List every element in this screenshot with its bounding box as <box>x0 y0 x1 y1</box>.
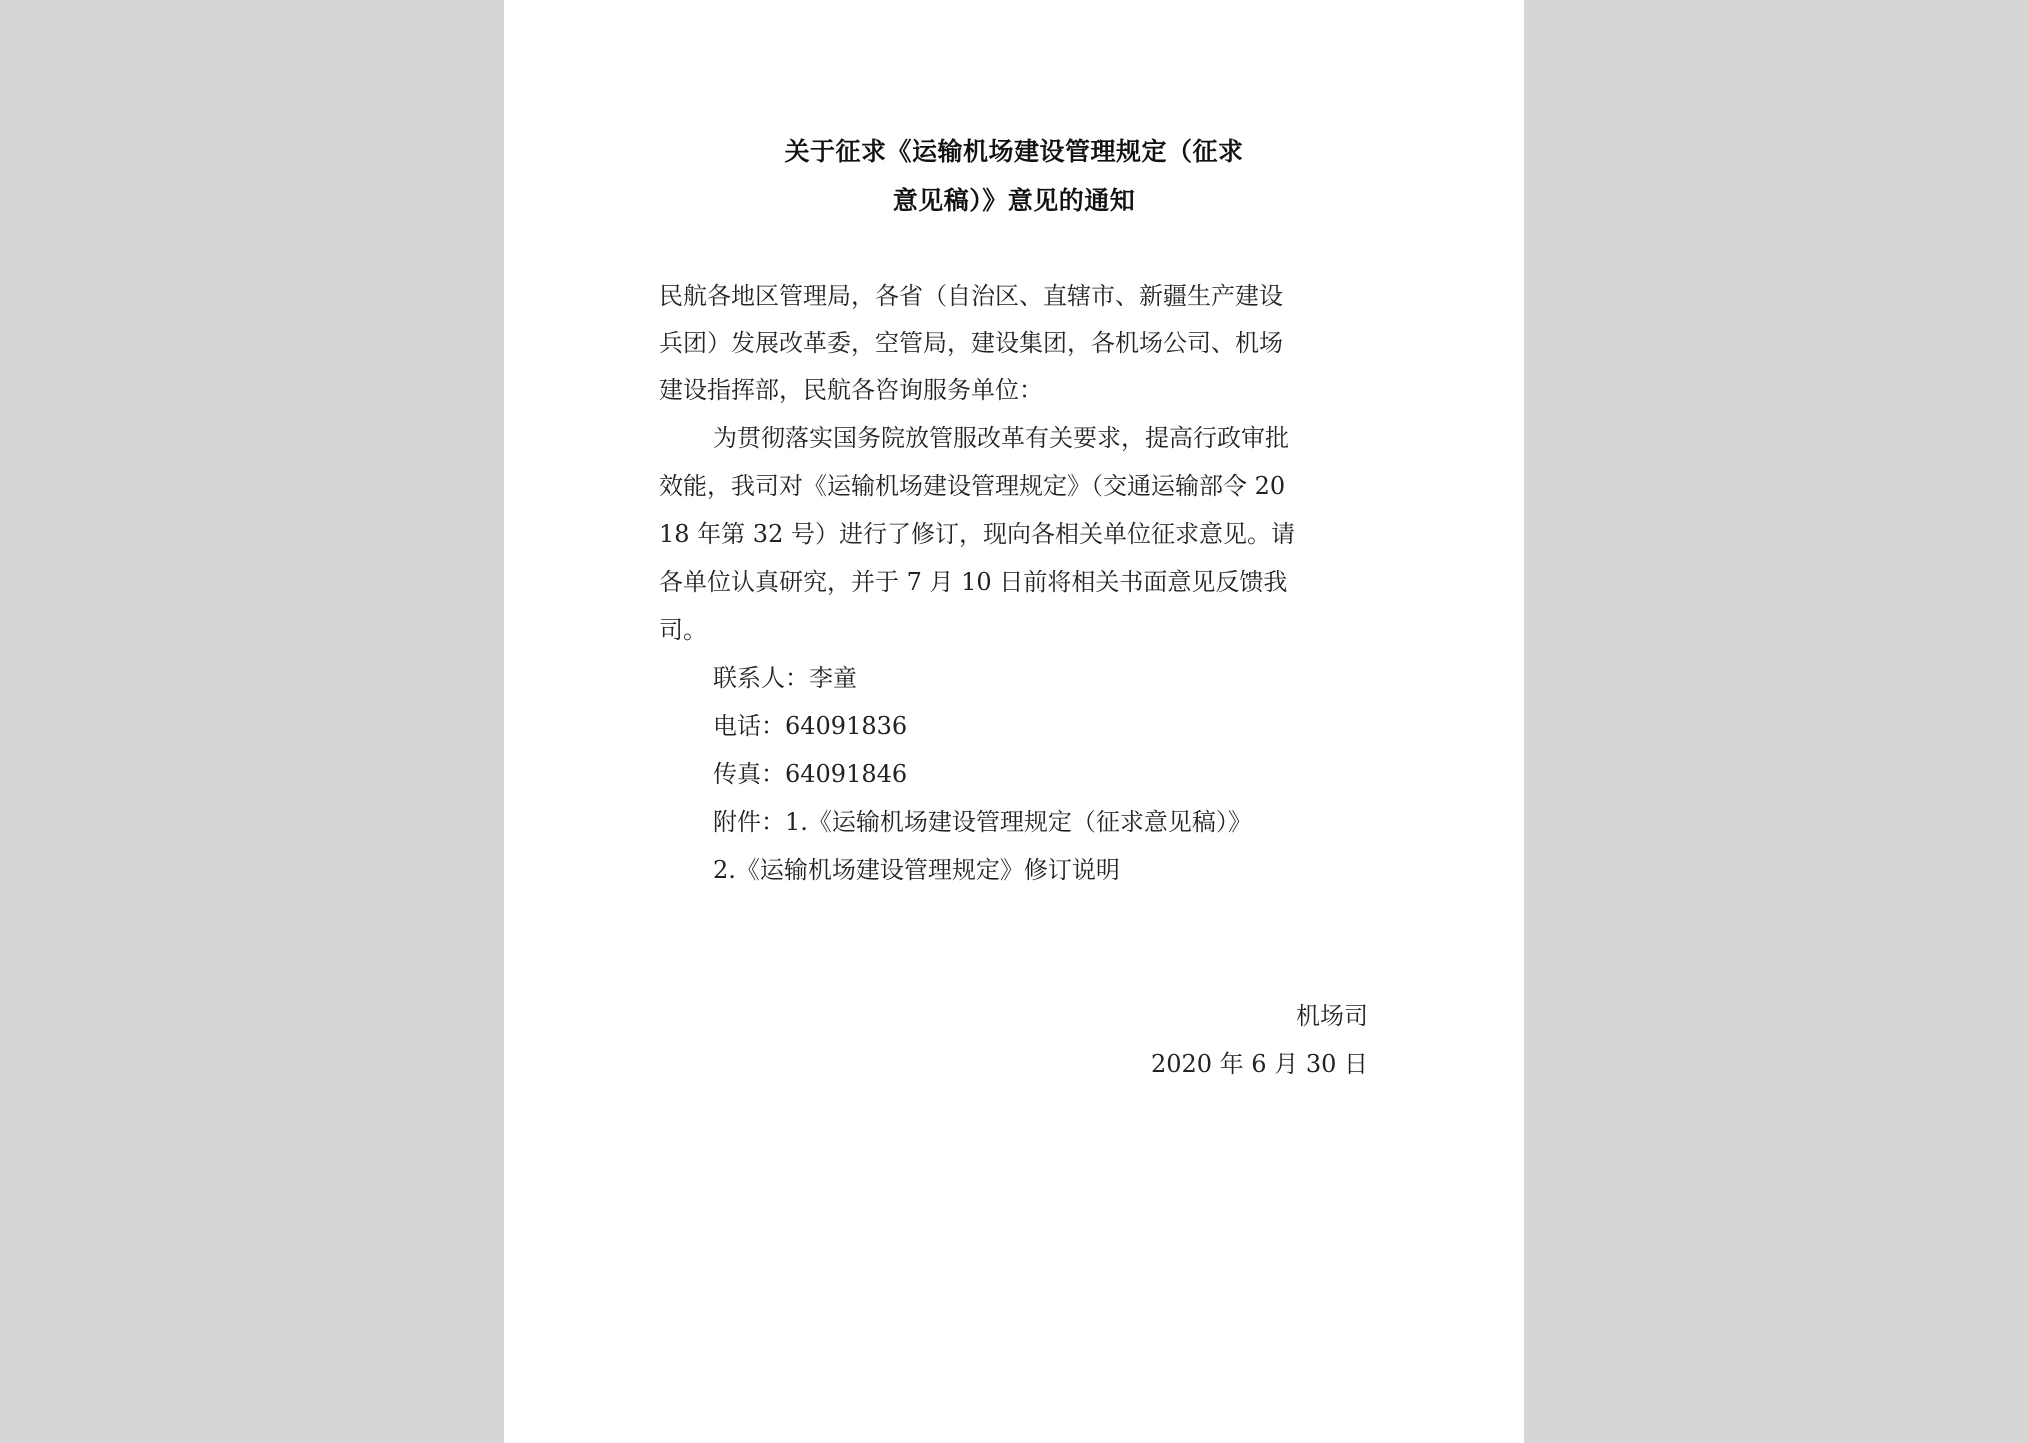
contact-fax: 传真：64091846 <box>713 760 908 788</box>
signature-date: 2020 年 6 月 30 日 <box>1150 1050 1368 1078</box>
addressee-line: 建设指挥部，民航各咨询服务单位： <box>659 376 1043 404</box>
contact-phone: 电话：64091836 <box>713 712 908 740</box>
addressee-line: 民航各地区管理局，各省（自治区、直辖市、新疆生产建设 <box>659 282 1283 310</box>
body-paragraph-line: 司。 <box>659 616 707 644</box>
document-title-line-2: 意见稿）》意见的通知 <box>892 186 1136 215</box>
body-paragraph-line: 18 年第 32 号）进行了修订，现向各相关单位征求意见。请 <box>659 520 1295 548</box>
body-paragraph-line: 效能，我司对《运输机场建设管理规定》（交通运输部令 20 <box>659 472 1286 500</box>
body-paragraph-line: 为贯彻落实国务院放管服改革有关要求，提高行政审批 <box>713 424 1289 452</box>
signature-organization: 机场司 <box>1296 1002 1368 1030</box>
body-paragraph-line: 各单位认真研究，并于 7 月 10 日前将相关书面意见反馈我 <box>659 568 1288 596</box>
document-page <box>504 0 1524 1443</box>
contact-person: 联系人：李童 <box>713 664 857 692</box>
attachment-item-2: 2.《运输机场建设管理规定》修订说明 <box>713 856 1120 884</box>
attachment-item-1: 附件：1.《运输机场建设管理规定（征求意见稿）》 <box>713 808 1252 836</box>
addressee-line: 兵团）发展改革委，空管局，建设集团，各机场公司、机场 <box>659 329 1283 357</box>
document-title-line-1: 关于征求《运输机场建设管理规定（征求 <box>784 137 1244 166</box>
